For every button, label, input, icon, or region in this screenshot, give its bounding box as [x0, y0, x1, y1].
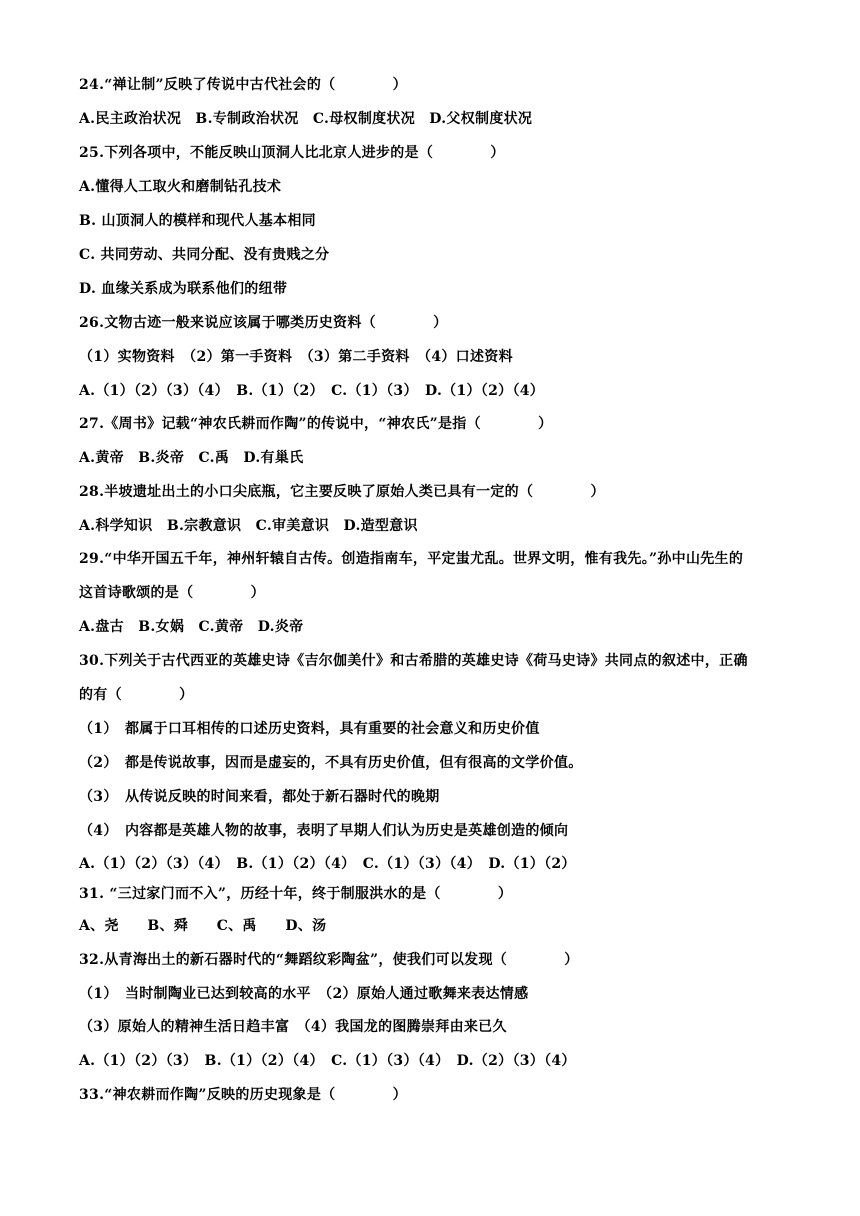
text-line: （3）原始人的精神生活日趋丰富 （4）我国龙的图腾崇拜由来已久	[79, 1019, 507, 1035]
text-line: （1）实物资料 （2）第一手资料 （3）第二手资料 （4）口述资料	[79, 349, 513, 365]
text-line: 24.“禅让制”反映了传说中古代社会的（ ）	[79, 77, 407, 93]
text-line: 的有（ ）	[79, 687, 194, 703]
text-line: （4） 内容都是英雄人物的故事，表明了早期人们认为历史是英雄创造的倾向	[79, 823, 569, 839]
text-line: 27.《周书》记载“神农氏耕而作陶”的传说中，“神农氏”是指（ ）	[79, 416, 553, 432]
text-line: 33.“神农耕而作陶”反映的历史现象是（ ）	[79, 1087, 407, 1103]
text-line: （1） 当时制陶业已达到较高的水平 （2）原始人通过歌舞来表达情感	[79, 986, 529, 1002]
text-line: A.科学知识 B.宗教意识 C.审美意识 D.造型意识	[79, 518, 418, 534]
text-line: 28.半坡遗址出土的小口尖底瓶，它主要反映了原始人类已具有一定的（ ）	[79, 484, 605, 500]
text-line: （3） 从传说反映的时间来看，都处于新石器时代的晚期	[79, 789, 440, 805]
text-line: （1） 都属于口耳相传的口述历史资料，具有重要的社会意义和历史价值	[79, 721, 540, 737]
text-line: 这首诗歌颂的是（ ）	[79, 585, 265, 601]
text-line: A.（1）（2）（3）（4） B.（1）（2）（4） C.（1）（3）（4） D.（1）（2）	[79, 856, 576, 872]
text-line: 25.下列各项中，不能反映山顶洞人比北京人进步的是（ ）	[79, 145, 505, 161]
text-line: A.黄帝 B.炎帝 C.禹 D.有巢氏	[79, 450, 304, 466]
text-line: A.盘古 B.女娲 C.黄帝 D.炎帝	[79, 619, 304, 635]
text-line: A.（1）（2）（3） B.（1）（2）（4） C.（1）（3）（4） D.（2）（3）（4）	[79, 1053, 576, 1069]
text-line: B. 山顶洞人的模样和现代人基本相同	[79, 213, 316, 229]
text-line: D. 血缘关系成为联系他们的纽带	[79, 281, 288, 297]
text-line: A.（1）（2）（3）（4） B.（1）（2） C.（1）（3） D.（1）（2）（4）	[79, 383, 545, 399]
text-line: C. 共同劳动、共同分配、没有贵贱之分	[79, 247, 330, 263]
text-line: 31. “三过家门而不入”，历经十年，终于制服洪水的是（ ）	[79, 886, 513, 902]
text-line: 26.文物古迹一般来说应该属于哪类历史资料（ ）	[79, 315, 448, 331]
text-line: 32.从青海出土的新石器时代的“舞蹈纹彩陶盆”，使我们可以发现（ ）	[79, 952, 579, 968]
text-line: A.民主政治状况 B.专制政治状况 C.母权制度状况 D.父权制度状况	[79, 111, 533, 127]
text-line: A、尧 B、舜 C、禹 D、汤	[79, 918, 327, 934]
text-line: 30.下列关于古代西亚的英雄史诗《吉尔伽美什》和古希腊的英雄史诗《荷马史诗》共同点的叙述中，正确	[79, 653, 748, 669]
text-line: （2） 都是传说故事，因而是虚妄的，不具有历史价值，但有很高的文学价值。	[79, 755, 583, 771]
text-line: 29.“中华开国五千年，神州轩辕自古传。创造指南车，平定蚩尤乱。世界文明，惟有我先。”孙中山先生的	[79, 551, 744, 567]
text-line: A.懂得人工取火和磨制钻孔技术	[79, 179, 282, 195]
